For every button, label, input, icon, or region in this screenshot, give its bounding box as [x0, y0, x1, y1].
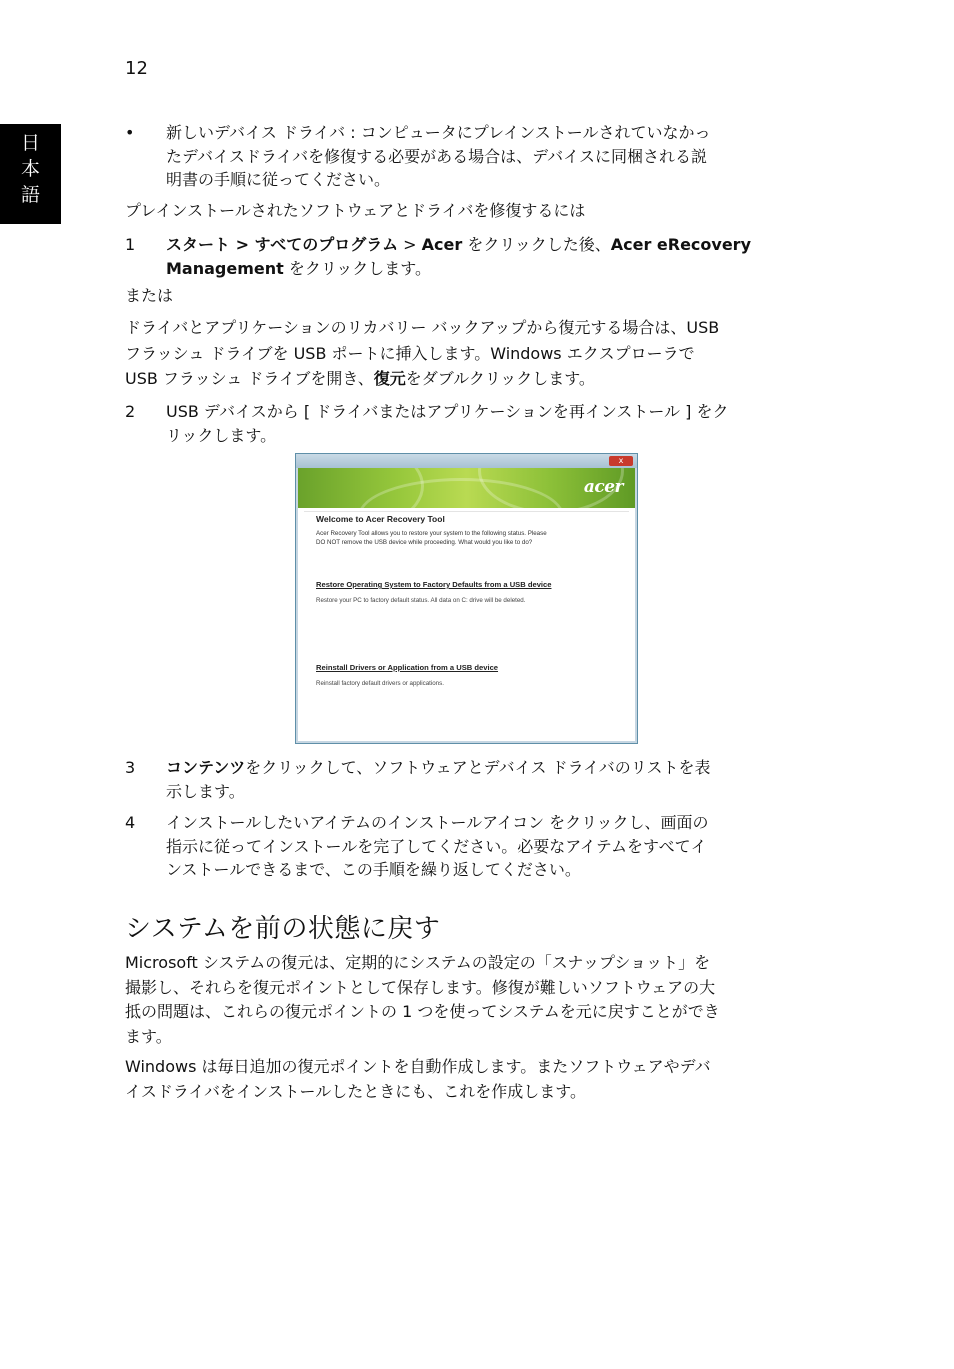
- text: をクリックして、ソフトウェアとデバイス ドライバのリストを表: [245, 758, 711, 777]
- text-line: 抵の問題は、これらの復元ポイントの 1 つを使ってシステムを元に戻すことができ: [125, 1002, 720, 1021]
- window-content: [298, 508, 635, 741]
- usb-paragraph: [125, 315, 810, 392]
- text-line: Microsoft システムの復元は、定期的にシステムの設定の「スナップショット」を: [125, 953, 711, 972]
- text-line: Acer Recovery Tool allows you to restore your system to the following status. Please: [316, 530, 547, 537]
- text-line: ンストールできるまで、この手順を繰り返してください。: [166, 860, 581, 879]
- text: USB フラッシュ ドライブを開き、: [125, 369, 374, 388]
- text-line: インストールしたいアイテムのインストールアイコン をクリックし、画面の: [166, 813, 709, 832]
- acer-banner: [298, 468, 635, 508]
- text-line: Windows は毎日追加の復元ポイントを自動作成します。またソフトウェアやデバ: [125, 1057, 711, 1076]
- menu-item: Acer: [421, 235, 463, 254]
- restore-os-description: Restore your PC to factory default status. All data on C: drive will be deleted.: [316, 597, 526, 604]
- text-line: ます。: [125, 1026, 172, 1046]
- lang-char: 日: [20, 132, 40, 154]
- menu-path: スタート > すべてのプログラム: [166, 235, 399, 254]
- app-name: Management: [166, 258, 284, 278]
- or-text: または: [125, 286, 174, 305]
- step2-text: [166, 400, 808, 447]
- text-line: 明書の手順に従ってください。: [166, 170, 391, 189]
- text: をクリックします。: [283, 258, 431, 278]
- step-number: 4: [125, 813, 136, 832]
- divider: [304, 511, 629, 512]
- bullet-marker: •: [125, 123, 135, 142]
- page-number: 12: [125, 58, 148, 79]
- section-heading: システムを前の状態に戻す: [125, 914, 441, 944]
- bullet-text: [166, 121, 808, 192]
- text-line: 新しいデバイス ドライバ : コンピュータにプレインストールされていなかっ: [166, 123, 711, 142]
- text-line: フラッシュ ドライブを USB ポートに挿入します。Windows エクスプローラで: [125, 343, 695, 363]
- reinstall-drivers-link[interactable]: Reinstall Drivers or Application from a USB device: [316, 663, 499, 672]
- step1-text: [166, 233, 808, 280]
- text-line: 撮影し、それらを復元ポイントとして保存します。修復が難しいソフトウェアの大: [125, 977, 716, 997]
- system-restore-paragraph: [125, 951, 810, 1049]
- text-line: リックします。: [166, 425, 277, 445]
- text-line: USB デバイスから [ ドライバまたはアプリケーションを再インストール ] をク: [166, 402, 729, 421]
- acer-logo: acer: [583, 477, 623, 497]
- step-number: 2: [125, 402, 136, 421]
- window-titlebar: [296, 454, 637, 468]
- text-line: 指示に従ってインストールを完了してください。必要なアイテムをすべてイ: [166, 836, 707, 856]
- app-name: Acer eRecovery: [610, 235, 751, 254]
- step-number: 3: [125, 758, 136, 777]
- welcome-title: Welcome to Acer Recovery Tool: [316, 514, 445, 524]
- restore-os-link[interactable]: Restore Operating System to Factory Defaults from a USB device: [316, 580, 552, 589]
- text-line: たデバイスドライバを修復する必要がある場合は、デバイスに同梱される説: [166, 146, 707, 166]
- welcome-description: [316, 529, 616, 547]
- step-number: 1: [125, 235, 136, 254]
- reinstall-drivers-description: Reinstall factory default drivers or applications.: [316, 680, 444, 687]
- recovery-tool-screenshot: [295, 453, 638, 744]
- restore-points-paragraph: [125, 1054, 810, 1104]
- contents-label: コンテンツ: [166, 758, 246, 777]
- language-tab: [0, 124, 61, 224]
- text-line: DO NOT remove the USB device while proceeding. What would you like to do?: [316, 539, 533, 546]
- close-icon[interactable]: x: [609, 456, 633, 466]
- text: をダブルクリックします。: [405, 369, 595, 388]
- text: >: [398, 235, 422, 254]
- text: をクリックした後、: [462, 235, 611, 254]
- intro-text: プレインストールされたソフトウェアとドライバを修復するには: [125, 201, 586, 220]
- step4-text: [166, 811, 808, 882]
- text-line: イスドライバをインストールしたときにも、これを作成します。: [125, 1082, 586, 1101]
- step3-text: [166, 756, 808, 803]
- lang-char: 語: [20, 184, 40, 206]
- text-line: ドライバとアプリケーションのリカバリー バックアップから復元する場合は、USB: [125, 318, 720, 337]
- lang-char: 本: [20, 158, 40, 180]
- restore-label: 復元: [373, 369, 406, 388]
- text-line: 示します。: [166, 781, 245, 801]
